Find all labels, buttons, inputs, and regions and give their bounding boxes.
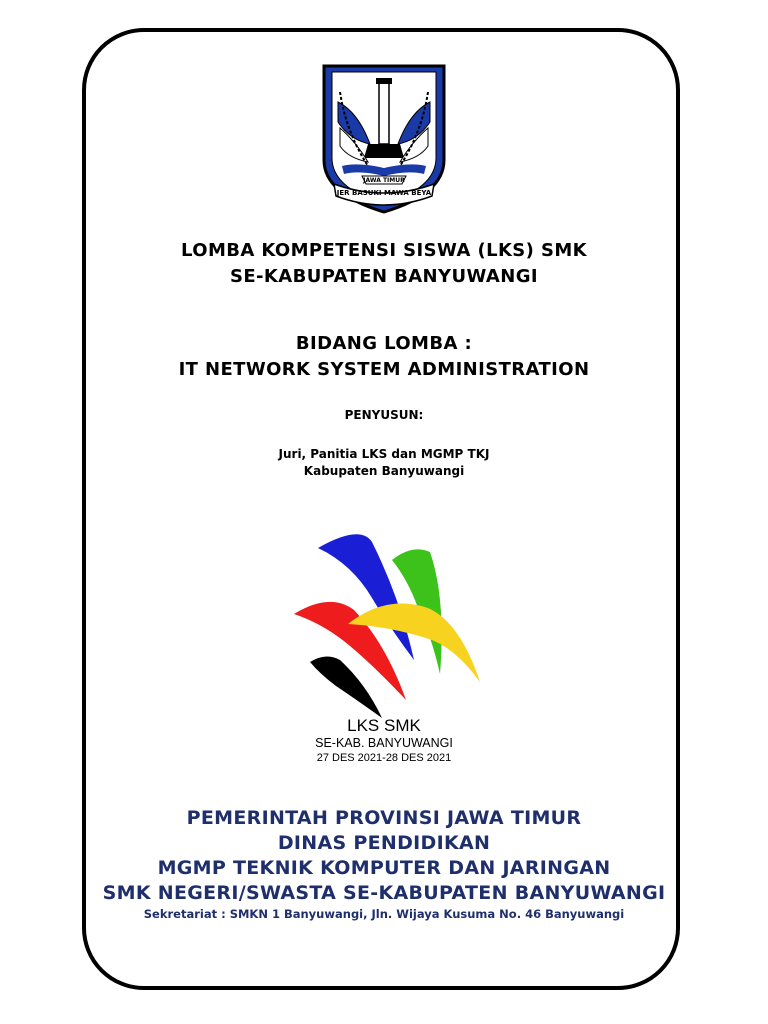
penyusun-line-2: Kabupaten Banyuwangi (303, 464, 465, 478)
lks-logo-date: 27 DES 2021-28 DES 2021 (316, 752, 452, 764)
org-line-2: DINAS PENDIDIKAN (277, 832, 491, 854)
page-title (0, 238, 768, 290)
org-line-4: SMK NEGERI/SWASTA SE-KABUPATEN BANYUWANGI (102, 882, 666, 904)
title-line-2: SE-KABUPATEN BANYUWANGI (229, 266, 538, 287)
sekretariat-address: Sekretariat : SMKN 1 Banyuwangi, Jln. Wijaya Kusuma No. 46 Banyuwangi (143, 907, 625, 921)
penyusun-line-1: Juri, Panitia LKS dan MGMP TKJ (278, 447, 490, 461)
lks-logo-name: LKS SMK (347, 716, 421, 735)
org-line-1: PEMERINTAH PROVINSI JAWA TIMUR (186, 807, 582, 829)
organization-block (0, 806, 768, 906)
emblem-motto-text: JER BASUKI MAWA BEYA (336, 189, 432, 197)
lks-logo-subtitle: SE-KAB. BANYUWANGI (315, 736, 453, 750)
bidang-lomba (0, 331, 768, 383)
bidang-label: BIDANG LOMBA : (295, 333, 473, 354)
title-line-1: LOMBA KOMPETENSI SISWA (LKS) SMK (181, 240, 587, 261)
org-line-3: MGMP TEKNIK KOMPUTER DAN JARINGAN (157, 857, 611, 879)
lks-swoosh-icon (290, 528, 480, 718)
jawa-timur-emblem (318, 62, 450, 216)
emblem-banner-text: JAWA TIMUR (363, 177, 405, 184)
lks-logo (290, 528, 480, 718)
bidang-value: IT NETWORK SYSTEM ADMINISTRATION (178, 359, 590, 380)
penyusun-label: PENYUSUN: (344, 408, 424, 422)
penyusun-names (0, 446, 768, 480)
